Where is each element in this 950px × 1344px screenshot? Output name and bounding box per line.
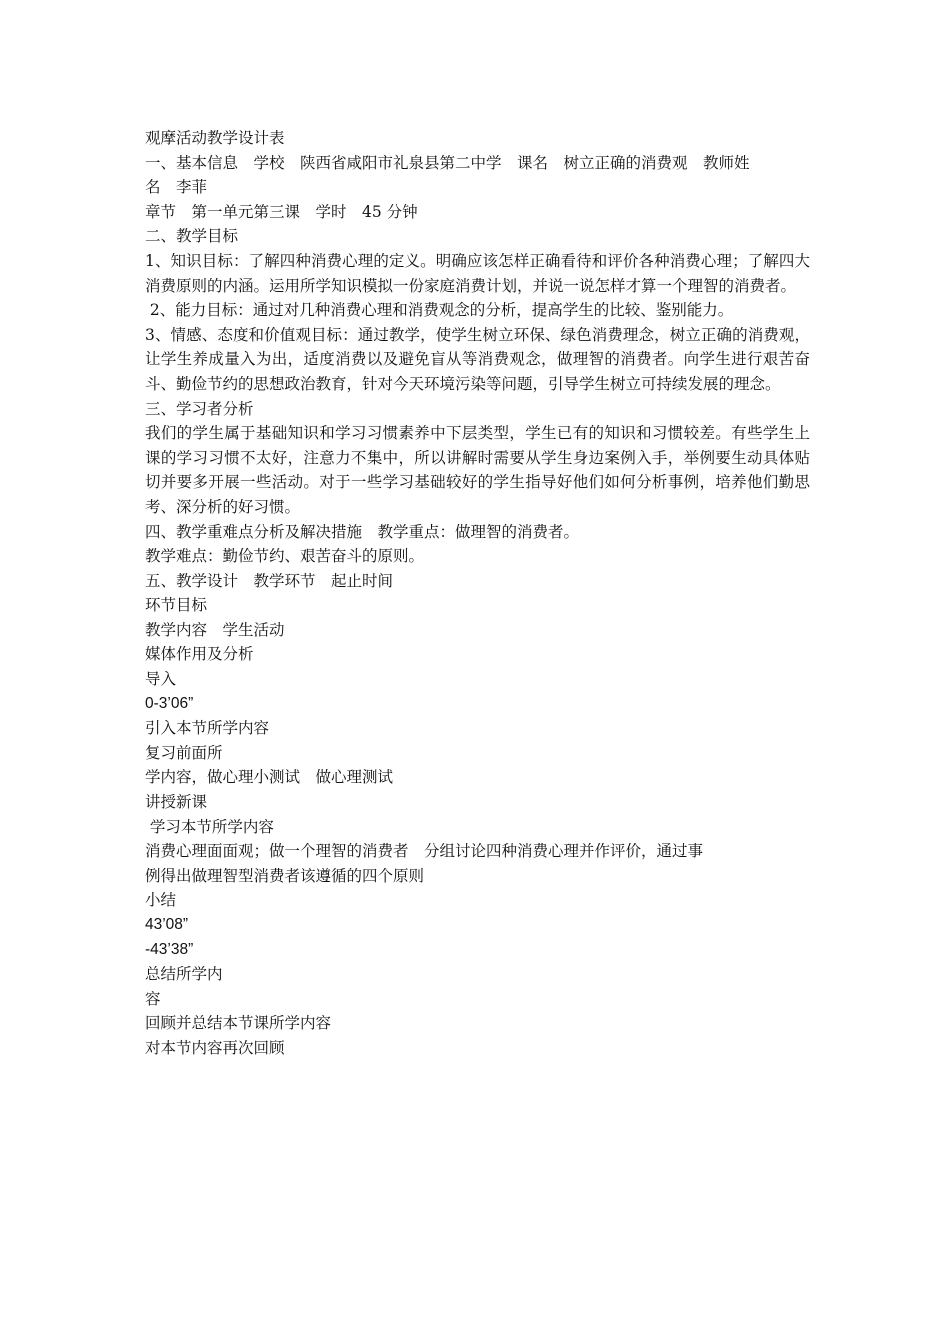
document-body — [145, 126, 810, 1061]
table-line: 学内容，做心理小测试 做心理测试 — [145, 768, 394, 787]
table-line: 环节目标 — [145, 596, 208, 615]
table-line: 媒体作用及分析 — [145, 645, 254, 664]
table-line: 教学内容 学生活动 — [145, 620, 285, 639]
table-line-time: 43’08” — [145, 916, 189, 933]
table-line: 讲授新课 — [145, 793, 208, 812]
table-line-time: -43’38” — [145, 940, 194, 958]
document-title: 观摩活动教学设计表 — [145, 129, 285, 147]
table-line: 消费心理面面观；做一个理智的消费者 分组讨论四种消费心理并作评价，通过事 — [145, 842, 704, 861]
basic-info-line: 一、基本信息 学校 陕西省咸阳市礼泉县第二中学 课名 树立正确的消费观 教师姓 — [145, 153, 750, 172]
section-heading-learners: 三、学习者分析 — [145, 399, 254, 418]
table-line: 引入本节所学内容 — [145, 719, 270, 738]
table-line: 小结 — [145, 891, 177, 910]
section-heading-design: 五、教学设计 教学环节 起止时间 — [145, 571, 394, 590]
difficulty-line: 教学难点：勤俭节约、艰苦奋斗的原则。 — [145, 547, 425, 566]
table-line: 对本节内容再次回顾 — [145, 1038, 285, 1057]
chapter-line: 章节 第一单元第三课 学时 45 分钟 — [145, 202, 418, 221]
goal-knowledge: 1、知识目标：了解四种消费心理的定义。明确应该怎样正确看待和评价各种消费心理；了解四大消费原则的内涵。运用所学知识模拟一份家庭消费计划，并说一说怎样才算一个理智的消费者。 — [145, 251, 810, 295]
section-heading-goals: 二、教学目标 — [145, 227, 239, 246]
goal-ability: 2、能力目标：通过对几种消费心理和消费观念的分析，提高学生的比较、鉴别能力。 — [145, 301, 734, 320]
table-line: 总结所学内 — [145, 965, 223, 984]
table-line-time: 0-3’06” — [145, 694, 194, 712]
table-line: 学习本节所学内容 — [145, 817, 274, 836]
table-line: 容 — [145, 989, 161, 1008]
goal-emotion: 3、情感、态度和价值观目标：通过教学，使学生树立环保、绿色消费理念，树立正确的消费观，让学生养成量入为出，适度消费以及避免盲从等消费观念，做理智的消费者。向学生进行艰苦奋斗、勤俭节约的思想政治教育，针对今天环境污染等问题，引导学生树立可持续发展的理念。 — [145, 325, 810, 393]
section-heading-key-points: 四、教学重难点分析及解决措施 教学重点：做理智的消费者。 — [145, 522, 580, 541]
table-line: 例得出做理智型消费者该遵循的四个原则 — [145, 866, 425, 885]
table-line: 导入 — [145, 670, 177, 689]
basic-info-line-cont: 名 李菲 — [145, 178, 208, 197]
learner-analysis: 我们的学生属于基础知识和学习习惯素养中下层类型，学生已有的知识和习惯较差。有些学生上课的学习习惯不太好，注意力不集中，所以讲解时需要从学生身边案例入手，举例要生动具体贴切并要多开展一些活动。对于一些学习基础较好的学生指导好他们如何分析事例，培养他们勤思考、深分析的好习惯。 — [145, 424, 810, 516]
table-line: 复习前面所 — [145, 743, 223, 762]
table-line: 回顾并总结本节课所学内容 — [145, 1014, 332, 1033]
